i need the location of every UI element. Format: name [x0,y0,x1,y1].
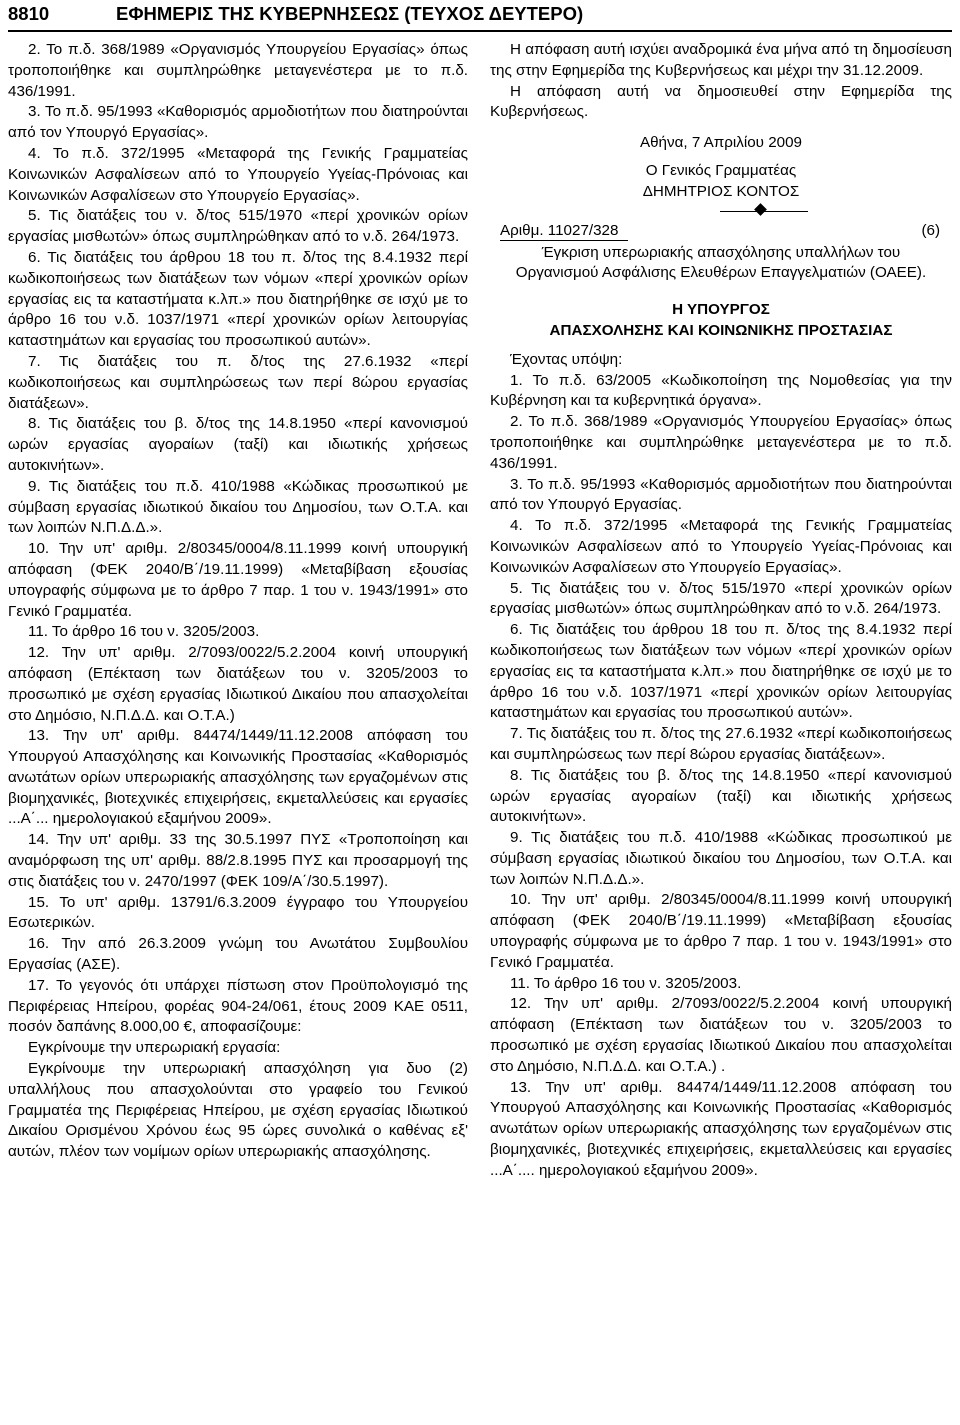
paragraph: 9. Τις διατάξεις του π.δ. 410/1988 «Κώδικας προσωπικού με σύμβαση εργασίας ιδιωτικού δικαίου του Δημοσίου, των Ο.Τ.Α. και των λοιπών Ν.Π.Δ.Δ.». [490,829,952,888]
paragraph: 7. Τις διατάξεις του π. δ/τος της 27.6.1932 «περί κωδικοποιήσεως και συμπληρώσεως των περί 8ώρου εργασίας διατάξεων». [490,725,952,763]
paragraph: 4. Το π.δ. 372/1995 «Μεταφορά της Γενικής Γραμματείας Κοινωνικών Ασφαλίσεων από το Υπουργείο Υγείας-Πρόνοιας και Κοινωνικών Ασφαλίσεων στο Υπουργείο Εργασίας». [490,517,952,576]
paragraph: Εγκρίνουμε την υπερωριακή εργασία: [28,1039,281,1057]
diamond-ornament-icon [754,203,767,216]
paragraph: 2. Το π.δ. 368/1989 «Οργανισμός Υπουργείου Εργασίας» όπως τροποποιήθηκε και συμπληρώθηκε μεταγενέστερα με το π.δ. 436/1991. [490,413,952,472]
paragraph: 1. Το π.δ. 63/2005 «Κωδικοποίηση της Νομοθεσίας για την Κυβέρνηση και τα κυβερνητικά όργανα». [490,371,952,410]
paragraph: 15. Το υπ' αριθμ. 13791/6.3.2009 έγγραφο του Υπουργείου Εσωτερικών. [8,893,468,932]
place-date: Αθήνα, 7 Απριλίου 2009 [639,134,802,152]
paragraph: 12. Την υπ' αριθμ. 2/7093/0022/5.2.2004 κοινή υπουργική απόφαση (Επέκταση των διατάξεων του ν. 3205/2003 το προσωπικό με σχέση εργασίας Ιδιωτικού Δικαίου που απασχολείται στο Δημόσιο, Ν.Π.Δ.Δ. και Ο.Τ.Α.) . [490,995,952,1075]
paragraph: 12. Την υπ' αριθμ. 2/7093/0022/5.2.2004 κοινή υπουργική απόφαση (Επέκταση των διατάξεων του ν. 3205/2003 το προσωπικό με σχέση εργασίας Ιδιωτικού Δικαίου που απασχολείται στο Δημόσιο, Ν.Π.Δ.Δ. και Ο.Τ.Α.) [8,644,468,724]
paragraph: Εγκρίνουμε την υπερωριακή απασχόληση για δυο (2) υπαλλήλους που απασχολούνται στο γραφείο του Γενικού Γραμματέα της Περιφέρειας Ηπείρου, με σχέση εργασίας Ιδιωτικού Δικαίου Ορισμένου Χρόνου έως 95 ώρες συνολικά ο καθένας εξ' αυτών, πλέον των νομίμων ορίων υπερωριακής απασχόλησης. [8,1060,468,1161]
paragraph: 14. Την υπ' αριθμ. 33 της 30.5.1997 ΠΥΣ «Τροποποίηση και αναμόρφωση της υπ' αριθμ. 88/2.8.1995 ΠΥΣ και προσαρμογή της στις διατάξεις του ν. 2470/1997 (ΦΕΚ 109/Α΄/30.5.1997). [8,831,468,890]
paragraph: 11. Το άρθρο 16 του ν. 3205/2003. [28,623,260,641]
paragraph: 6. Τις διατάξεις του άρθρου 18 του π. δ/τος της 8.4.1932 περί κωδικοποιήσεως των διατάξεων των νόμων «περί χρονικών ορίων εργασίας εις τα καταστήματα κ.λπ.» που διατηρήθηκε σε ισχύ με το άρθρο 16 του ν.δ. 1037/1971 «περί χρονικών ορίων λειτουργίας καταστημάτων και εργασίας του προσωπικού αυτών». [8,248,468,350]
paragraph: 3. Το π.δ. 95/1993 «Καθορισμός αρμοδιοτήτων που διατηρούνται από τον Υπουργό Εργασίας. [490,475,952,514]
having-regard: Έχοντας υπόψη: [510,350,623,368]
paragraph: 17. Το γεγονός ότι υπάρχει πίστωση στον Προϋπολογισμό της Περιφέρειας Ηπείρου, φορέας 904-24/061, έτους 2009 ΚΑΕ 0511, ποσόν δαπάνης 8.000,00 €, αποφασίζουμε: [8,976,468,1036]
page-number: 8810 [8,3,50,24]
authority-title: Η ΥΠΟΥΡΓΟΣ [672,301,770,319]
paragraph: 13. Την υπ' αριθμ. 84474/1449/11.12.2008 απόφαση του Υπουργού Απασχόλησης και Κοινωνικής Προστασίας «Καθορισμός ανωτάτων ορίων υπερωριακής απασχόλησης των εργαζομένων στις βιομηχανικές, βιοτεχνικές επιχειρήσεις, εκμεταλλεύσεις και εργασίες ...Α΄.... ημερολογιακού εξαμήνου 2009». [490,1078,952,1179]
paragraph: 10. Την υπ' αριθμ. 2/80345/0004/8.11.1999 κοινή υπουργική απόφαση (ΦΕΚ 2040/Β΄/19.11.1999) «Μεταβίβαση εξουσίας υπογραφής σύμφωνα με το άρθρο 7 παρ. 1 του ν. 1943/1991» στο Γενικό Γραμματέα. [490,891,952,971]
signer-title: Ο Γενικός Γραμματέας [645,161,797,179]
paragraph: 5. Τις διατάξεις του ν. δ/τος 515/1970 «περί χρονικών ορίων εργασίας μισθωτών» όπως συμπληρώθηκαν από το ν.δ. 264/1973. [490,579,952,618]
reference-underline [500,240,628,241]
paragraph: 5. Τις διατάξεις του ν. δ/τος 515/1970 «περί χρονικών ορίων εργασίας μισθωτών» όπως συμπληρώθηκαν από το ν.δ. 264/1973. [8,207,468,246]
header-rule [8,30,952,32]
paragraph: 8. Τις διατάξεις του β. δ/τος της 14.8.1950 «περί κανονισμού ωρών εργασίας αγοραίων (ταξί) και ιδιωτικής χρήσεως αυτοκινήτων». [490,766,952,826]
left-column [8,40,468,1163]
paragraph: 3. Το π.δ. 95/1993 «Καθορισμός αρμοδιοτήτων που διατηρούνται από τον Υπουργό Εργασίας». [8,103,468,142]
decision-reference-row [490,221,952,243]
paragraph: Η απόφαση αυτή να δημοσιευθεί στην Εφημερίδα της Κυβερνήσεως. [490,82,952,121]
authority-ministry: ΑΠΑΣΧΟΛΗΣΗΣ ΚΑΙ ΚΟΙΝΩΝΙΚΗΣ ΠΡΟΣΤΑΣΙΑΣ [549,321,893,339]
gazette-title: ΕΦΗΜΕΡΙΣ ΤΗΣ ΚΥΒΕΡΝΗΣΕΩΣ (ΤΕΥΧΟΣ ΔΕΥΤΕΡΟ) [116,3,584,24]
paragraph: 11. Το άρθρο 16 του ν. 3205/2003. [510,974,742,992]
signer-name: ΔΗΜΗΤΡΙΟΣ ΚΟΝΤΟΣ [642,182,800,200]
page-header [8,3,948,33]
paragraph: 7. Τις διατάξεις του π. δ/τος της 27.6.1932 «περί κωδικοποιήσεως και συμπληρώσεως των περί 8ώρου εργασίας διατάξεων». [8,352,468,412]
decision-number: (6) [921,221,940,239]
decision-subject: Έγκριση υπερωριακής απασχόλησης υπαλλήλων του Οργανισμού Ασφάλισης Ελευθέρων Επαγγελματιών (ΟΑΕΕ). [515,243,927,282]
paragraph: 9. Τις διατάξεις του π.δ. 410/1988 «Κώδικας προσωπικού με σύμβαση εργασίας ιδιωτικού δικαίου του Δημοσίου, των Ο.Τ.Α. και των λοιπών Ν.Π.Δ.Δ.». [8,477,468,537]
paragraph: Η απόφαση αυτή ισχύει αναδρομικά ένα μήνα από τη δημοσίευση της στην Εφημερίδα της Κυβερνήσεως και μέχρι την 31.12.2009. [490,41,952,79]
paragraph: 8. Τις διατάξεις του β. δ/τος της 14.8.1950 «περί κανονισμού ωρών εργασίας αγοραίων (ταξί) και ιδιωτικής χρήσεως αυτοκινήτων». [8,415,468,474]
right-column [490,40,952,1182]
decision-reference: Αριθμ. 11027/328 [500,221,619,239]
paragraph: 13. Την υπ' αριθμ. 84474/1449/11.12.2008 απόφαση του Υπουργού Απασχόλησης και Κοινωνικής Προστασίας «Καθορισμός ανωτάτων ορίων υπερωριακής απασχόλησης των εργαζομένων στις βιομηχανικές, βιοτεχνικές επιχειρήσεις, εκμεταλλεύσεις και εργασίες ...Α΄... ημερολογιακού εξαμήνου 2009». [8,727,468,828]
paragraph: 6. Τις διατάξεις του άρθρου 18 του π. δ/τος της 8.4.1932 περί κωδικοποιήσεως των διατάξεων των νόμων «περί χρονικών ορίων εργασίας εις τα καταστήματα κ.λπ.» που διατηρήθηκε σε ισχύ με το άρθρο 16 του ν.δ. 1037/1971 «περί χρονικών ορίων λειτουργίας καταστημάτων και εργασίας του προσωπικού αυτών». [490,621,952,722]
section-separator [490,203,952,221]
paragraph: 2. Το π.δ. 368/1989 «Οργανισμός Υπουργείου Εργασίας» όπως τροποποιήθηκε και συμπληρώθηκε μεταγενέστερα με το π.δ. 436/1991. [8,41,468,100]
paragraph: 16. Την από 26.3.2009 γνώμη του Ανωτάτου Συμβουλίου Εργασίας (ΑΣΕ). [8,935,468,974]
paragraph: 10. Την υπ' αριθμ. 2/80345/0004/8.11.1999 κοινή υπουργική απόφαση (ΦΕΚ 2040/Β΄/19.11.1999) «Μεταβίβαση εξουσίας υπογραφής σύμφωνα με το άρθρο 7 παρ. 1 του ν. 1943/1991» στο Γενικό Γραμματέα. [8,540,468,620]
paragraph: 4. Το π.δ. 372/1995 «Μεταφορά της Γενικής Γραμματείας Κοινωνικών Ασφαλίσεων από το Υπουργείο Υγείας-Πρόνοιας και Κοινωνικών Ασφαλίσεων στο Υπουργείο Εργασίας». [8,144,468,204]
